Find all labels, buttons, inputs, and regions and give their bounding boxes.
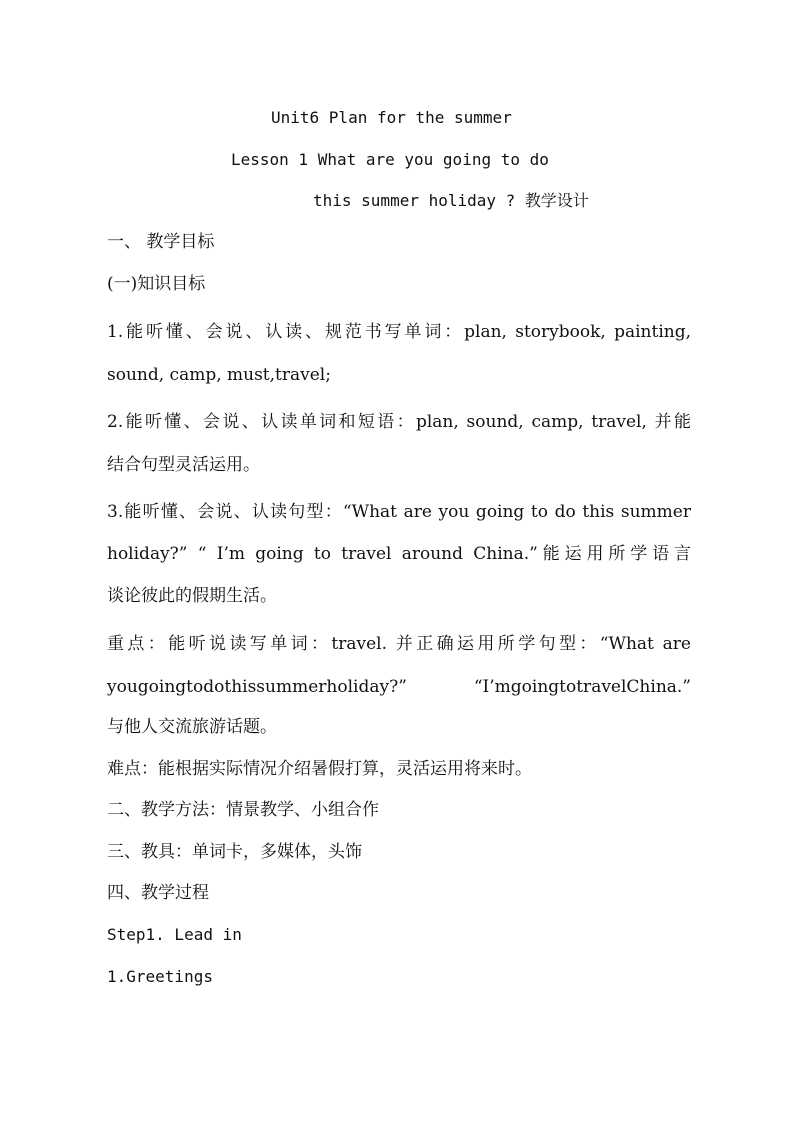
section-2-line: 二、教学方法：情景教学、小组合作 [107, 800, 379, 820]
key-point-line-2: yougoingtodothissummerholiday?” “I’mgoingtotravelChina.” [107, 677, 691, 697]
key-point-line-1: 重点：能听说读写单词：travel. 并正确运用所学句型：“What are [107, 634, 691, 654]
item-1-line-2: sound, camp, must,travel; [107, 365, 331, 385]
item-3-line-2: holiday?” “ I’m going to travel around China.”能运用所学语言 [107, 544, 691, 564]
title-line-1: Unit6 Plan for the summer [271, 108, 512, 127]
step-1-item-1: 1.Greetings [107, 967, 213, 986]
title-line-3: this summer holiday ? 教学设计 [313, 191, 589, 210]
item-1-line-1: 1.能听懂、会说、认读、规范书写单词：plan, storybook, painting, [107, 322, 691, 342]
key-point-line-3: 与他人交流旅游话题。 [107, 717, 277, 737]
item-2-line-1: 2.能听懂、会说、认读单词和短语：plan, sound, camp, travel, 并能 [107, 412, 691, 432]
item-3-line-1: 3.能听懂、会说、认读句型：“What are you going to do this summer [107, 502, 691, 522]
title-line-2: Lesson 1 What are you going to do [231, 150, 549, 169]
subsection-1-heading: (一)知识目标 [107, 274, 206, 294]
section-1-heading: 一、 教学目标 [107, 232, 215, 252]
step-1-heading: Step1. Lead in [107, 925, 242, 944]
difficulty-line: 难点：能根据实际情况介绍暑假打算，灵活运用将来时。 [107, 759, 532, 779]
section-3-line: 三、教具：单词卡，多媒体，头饰 [107, 842, 362, 862]
item-3-line-3: 谈论彼此的假期生活。 [107, 586, 277, 606]
item-2-line-2: 结合句型灵活运用。 [107, 455, 260, 475]
section-4-line: 四、教学过程 [107, 883, 209, 903]
